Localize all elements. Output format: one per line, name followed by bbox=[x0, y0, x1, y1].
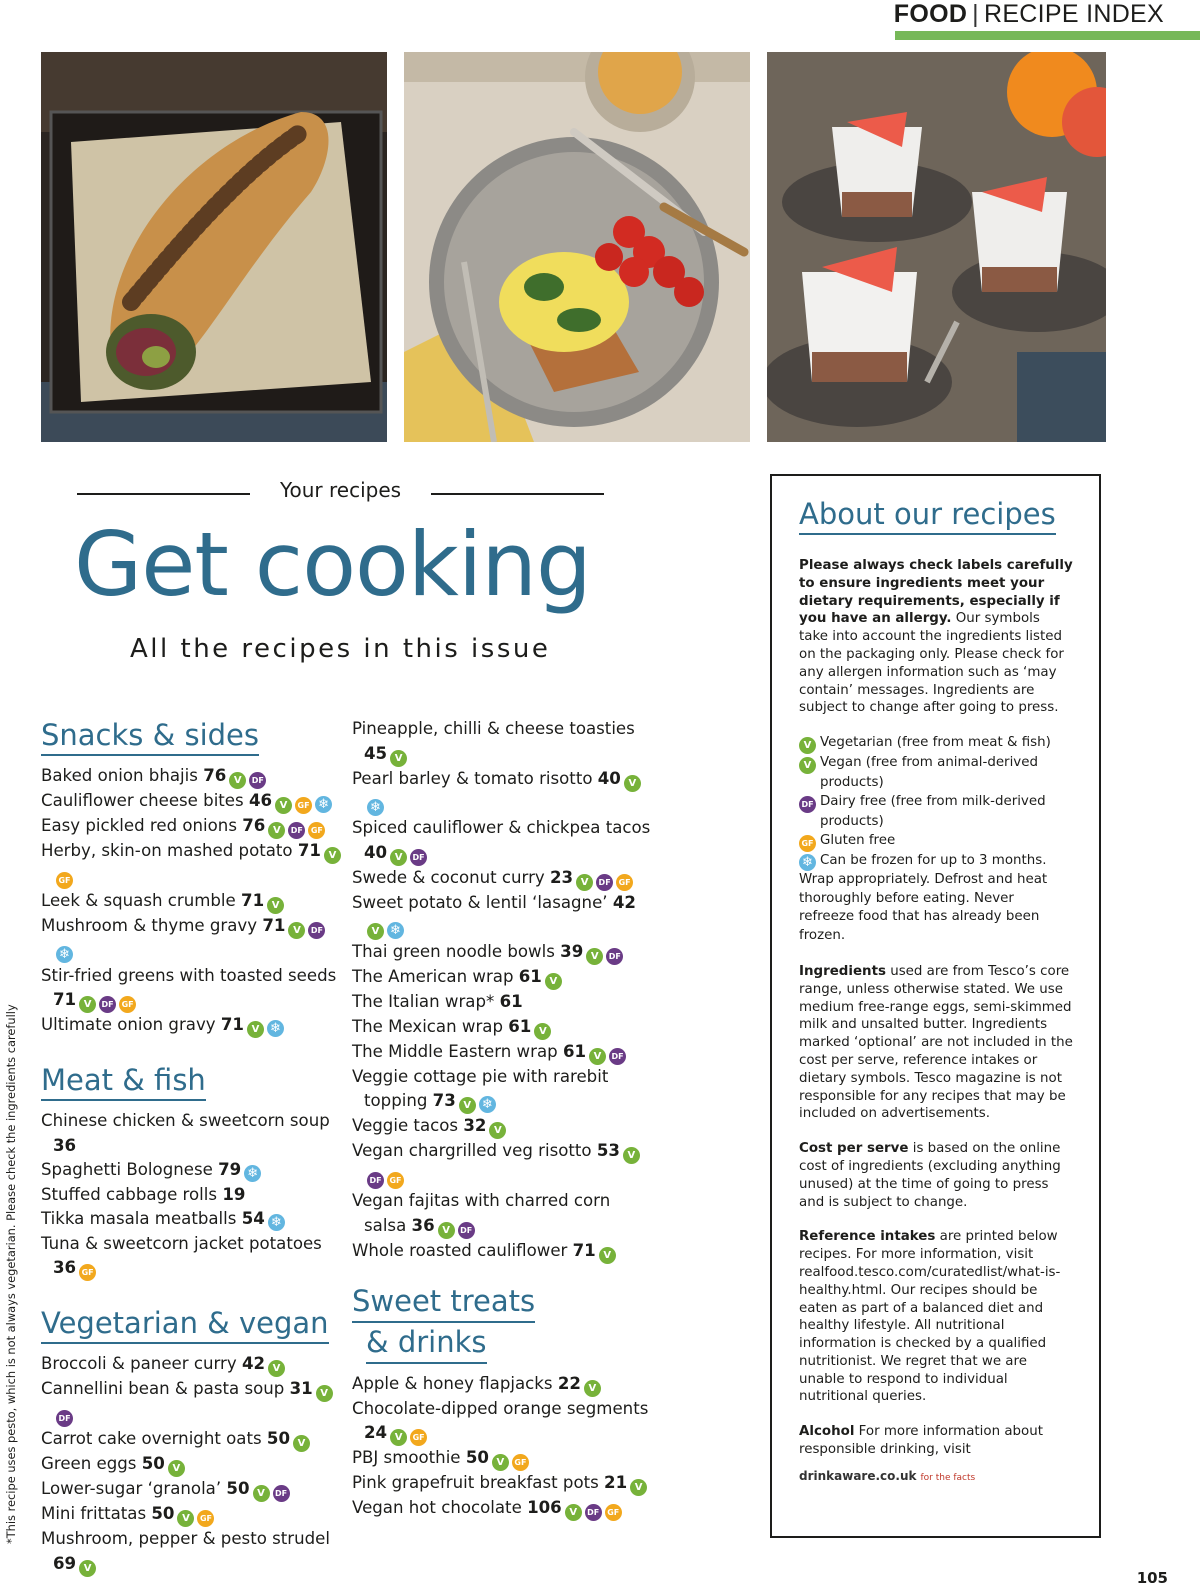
dairy-free-icon: DF bbox=[596, 874, 613, 891]
vegan-icon: V bbox=[565, 1504, 582, 1521]
recipe-name: The Mexican wrap bbox=[352, 1016, 503, 1036]
snowflake-icon: ❄ bbox=[56, 946, 73, 963]
vegetarian-icon: V bbox=[275, 797, 292, 814]
vegetarian-icon: V bbox=[177, 1510, 194, 1527]
recipe-page: 61 bbox=[499, 992, 523, 1011]
recipe-page: 61 bbox=[508, 1016, 532, 1036]
recipe-item bbox=[41, 764, 341, 789]
vegan-icon: V bbox=[799, 757, 816, 774]
recipe-page: 69 bbox=[53, 1553, 77, 1573]
dairy-free-icon: DF bbox=[273, 1485, 290, 1502]
gluten-free-icon: GF bbox=[119, 996, 136, 1013]
recipe-page: 79 bbox=[218, 1160, 242, 1179]
alcohol-text: For more information about responsible drinking, visit bbox=[799, 1424, 1043, 1458]
recipe-item bbox=[41, 1452, 341, 1477]
recipe-item bbox=[41, 1158, 341, 1183]
vegan-icon: V bbox=[79, 996, 96, 1013]
category-heading-line2: & drinks bbox=[366, 1323, 487, 1364]
dairy-free-icon: DF bbox=[56, 1410, 73, 1427]
dairy-free-icon: DF bbox=[606, 948, 623, 965]
recipe-list bbox=[352, 1372, 652, 1522]
vegan-icon: V bbox=[268, 822, 285, 839]
recipe-name: Carrot cake overnight oats bbox=[41, 1429, 262, 1448]
ingredients-bold: Ingredients bbox=[799, 963, 886, 979]
dairy-free-icon: DF bbox=[99, 996, 116, 1013]
recipe-name: Veggie tacos bbox=[352, 1116, 459, 1135]
vegetarian-icon: V bbox=[489, 1122, 506, 1139]
vegetarian-icon: V bbox=[545, 973, 562, 990]
recipe-name: Pineapple, chilli & cheese toasties bbox=[352, 719, 635, 738]
recipe-name: Cauliflower cheese bites bbox=[41, 791, 244, 810]
recipe-page: 36 bbox=[411, 1215, 435, 1235]
about-heading: About our recipes bbox=[799, 496, 1056, 535]
recipe-page: 32 bbox=[463, 1116, 487, 1135]
gluten-free-icon: GF bbox=[79, 1264, 96, 1281]
recipe-name: Veggie cottage pie with rarebit topping bbox=[352, 1066, 609, 1110]
recipe-item bbox=[352, 866, 652, 891]
recipe-item bbox=[352, 1040, 652, 1065]
gluten-free-icon: GF bbox=[308, 822, 325, 839]
recipe-page: 71 bbox=[297, 841, 321, 860]
recipe-list bbox=[352, 717, 652, 1264]
photo-grapefruit-pots bbox=[767, 52, 1106, 442]
recipe-item bbox=[41, 1527, 341, 1577]
recipe-item bbox=[41, 1207, 341, 1232]
recipe-name: Leek & squash crumble bbox=[41, 891, 236, 910]
recipe-name: Easy pickled red onions bbox=[41, 816, 237, 835]
recipe-item bbox=[352, 1446, 652, 1471]
recipe-page: 106 bbox=[527, 1498, 562, 1517]
gluten-free-icon: GF bbox=[799, 835, 816, 852]
legend-label: Vegan (free from animal-derived products) bbox=[820, 755, 1038, 791]
gluten-free-icon: GF bbox=[387, 1172, 404, 1189]
recipe-page: 46 bbox=[248, 791, 273, 810]
recipe-page: 54 bbox=[241, 1209, 265, 1228]
gluten-free-icon: GF bbox=[616, 874, 633, 891]
recipe-name: Pearl barley & tomato risotto bbox=[352, 768, 593, 788]
recipe-name: The American wrap bbox=[352, 967, 514, 986]
recipe-page: 61 bbox=[562, 1041, 587, 1061]
recipe-page: 71 bbox=[53, 990, 77, 1009]
recipe-name: Thai green noodle bowls bbox=[352, 942, 555, 961]
snowflake-icon: ❄ bbox=[267, 1020, 284, 1037]
dairy-free-icon: DF bbox=[367, 1172, 384, 1189]
recipe-name: PBJ smoothie bbox=[352, 1448, 461, 1467]
vegetarian-icon: V bbox=[624, 775, 641, 792]
recipe-page: 31 bbox=[289, 1379, 313, 1398]
vegetarian-icon: V bbox=[79, 1560, 96, 1577]
cost-text: is based on the online cost of ingredients (excluding anything unused) at the time of going to press and is subject to change. bbox=[799, 1141, 1061, 1210]
gluten-free-icon: GF bbox=[410, 1429, 427, 1446]
recipe-name: Tikka masala meatballs bbox=[41, 1209, 237, 1228]
legend-freeze-note: Wrap appropriately. Defrost and heat thoroughly before eating. Never refreeze food that has already been frozen. bbox=[799, 871, 1048, 944]
recipe-name: Herby, skin-on mashed potato bbox=[41, 841, 293, 860]
legend-vegetarian bbox=[799, 734, 1073, 754]
recipe-page: 23 bbox=[550, 867, 574, 887]
recipe-page: 76 bbox=[242, 816, 266, 835]
vegan-icon: V bbox=[589, 1048, 606, 1065]
recipe-item bbox=[41, 1013, 341, 1038]
dairy-free-icon: DF bbox=[249, 772, 266, 789]
recipe-name: Broccoli & paneer curry bbox=[41, 1354, 237, 1373]
recipe-item bbox=[41, 1477, 341, 1502]
vegan-icon: V bbox=[586, 948, 603, 965]
kicker-rule-right bbox=[431, 493, 604, 495]
recipe-item bbox=[41, 1109, 341, 1158]
recipe-item bbox=[352, 1015, 652, 1040]
recipe-page: 73 bbox=[432, 1091, 456, 1110]
section-label: FOOD bbox=[893, 0, 968, 28]
recipe-item bbox=[352, 1139, 652, 1189]
recipe-page: 50 bbox=[141, 1454, 165, 1473]
vegetarian-icon: V bbox=[293, 1435, 310, 1452]
legend-freezable bbox=[799, 852, 1073, 871]
gluten-free-icon: GF bbox=[512, 1454, 529, 1471]
recipe-item bbox=[41, 964, 341, 1014]
legend-label: Dairy free (free from milk-derived products) bbox=[820, 793, 1046, 829]
recipe-item bbox=[41, 789, 341, 814]
recipe-item bbox=[352, 1239, 652, 1264]
vegetarian-icon: V bbox=[168, 1460, 185, 1477]
category-heading: Meat & fish bbox=[41, 1062, 206, 1101]
recipe-page: 50 bbox=[465, 1448, 489, 1467]
recipe-item bbox=[41, 814, 341, 839]
vegetarian-icon: V bbox=[267, 897, 284, 914]
index-column-left bbox=[41, 717, 341, 1577]
recipe-item bbox=[352, 717, 652, 767]
legend-gluten-free bbox=[799, 832, 1073, 852]
recipe-page: 19 bbox=[222, 1184, 246, 1204]
recipe-item bbox=[352, 767, 652, 817]
recipe-page: 71 bbox=[572, 1240, 596, 1260]
pesto-footnote: *This recipe uses pesto, which is not always vegetarian. Please check the ingredients carefully bbox=[4, 1004, 18, 1544]
vegan-icon: V bbox=[438, 1222, 455, 1239]
recipe-name: Spaghetti Bolognese bbox=[41, 1160, 213, 1179]
vegetarian-icon: V bbox=[367, 923, 384, 940]
recipe-page: 39 bbox=[560, 942, 584, 961]
recipe-item bbox=[352, 1471, 652, 1496]
about-cost bbox=[799, 1140, 1073, 1211]
vegan-icon: V bbox=[253, 1485, 270, 1502]
section-title: RECIPE INDEX bbox=[983, 0, 1164, 28]
snowflake-icon: ❄ bbox=[387, 922, 404, 939]
vegan-icon: V bbox=[288, 922, 305, 939]
recipe-page: 42 bbox=[241, 1354, 266, 1373]
recipe-name: Vegan hot chocolate bbox=[352, 1498, 522, 1517]
recipe-page: 36 bbox=[53, 1135, 77, 1155]
vegetarian-icon: V bbox=[799, 737, 816, 754]
vegetarian-icon: V bbox=[534, 1023, 551, 1040]
legend-label: Vegetarian (free from meat & fish) bbox=[820, 735, 1051, 751]
recipe-item bbox=[41, 1427, 341, 1452]
recipe-name: Mushroom & thyme gravy bbox=[41, 916, 258, 935]
recipe-item bbox=[41, 1232, 341, 1282]
recipe-item bbox=[352, 965, 652, 990]
recipe-item bbox=[41, 1183, 341, 1208]
drinkaware-logo bbox=[799, 1469, 1073, 1483]
symbol-legend bbox=[799, 734, 1073, 946]
intro-text: Our symbols take into account the ingredients listed on the packaging only. Please check for any allergen information such as ‘may contain’ messages. Ingredients are subject to change after going to press. bbox=[799, 611, 1064, 716]
dairy-free-icon: DF bbox=[609, 1048, 626, 1065]
vegetarian-icon: V bbox=[390, 750, 407, 767]
recipe-page: 22 bbox=[557, 1373, 581, 1393]
recipe-name: Vegan chargrilled veg risotto bbox=[352, 1141, 592, 1160]
vegetarian-icon: V bbox=[247, 1021, 264, 1038]
vegetarian-icon: V bbox=[390, 1429, 407, 1446]
snowflake-icon: ❄ bbox=[479, 1096, 496, 1113]
cost-bold: Cost per serve bbox=[799, 1141, 909, 1157]
recipe-name: Whole roasted cauliflower bbox=[352, 1240, 568, 1260]
snowflake-icon: ❄ bbox=[799, 854, 816, 871]
dairy-free-icon: DF bbox=[799, 796, 816, 813]
alcohol-bold: Alcohol bbox=[799, 1424, 855, 1440]
recipe-item bbox=[352, 816, 652, 866]
drinkaware-text: drinkaware.co.uk bbox=[799, 1468, 917, 1483]
recipe-name: Stir-fried greens with toasted seeds bbox=[41, 965, 337, 985]
snowflake-icon: ❄ bbox=[244, 1165, 261, 1182]
snowflake-icon: ❄ bbox=[268, 1214, 285, 1231]
category-heading: Vegetarian & vegan bbox=[41, 1305, 329, 1344]
recipe-page: 53 bbox=[596, 1141, 620, 1160]
recipe-name: The Italian wrap* bbox=[352, 992, 495, 1011]
vegetarian-icon: V bbox=[459, 1097, 476, 1114]
recipe-name: Mushroom, pepper & pesto strudel bbox=[41, 1529, 330, 1548]
recipe-item bbox=[41, 839, 341, 889]
vegan-icon: V bbox=[316, 1385, 333, 1402]
vegetarian-icon: V bbox=[630, 1479, 647, 1496]
header-separator: | bbox=[972, 0, 979, 28]
recipe-item bbox=[352, 1065, 652, 1115]
recipe-page: 50 bbox=[226, 1479, 250, 1498]
recipe-name: Spiced cauliflower & chickpea tacos bbox=[352, 818, 651, 837]
recipe-item bbox=[352, 1114, 652, 1139]
recipe-item bbox=[41, 1377, 341, 1427]
photo-strudel bbox=[41, 52, 387, 442]
recipe-page: 50 bbox=[266, 1429, 290, 1448]
recipe-name: Vegan fajitas with charred corn salsa bbox=[352, 1191, 611, 1235]
recipe-page: 40 bbox=[364, 842, 388, 862]
page-subtitle: All the recipes in this issue bbox=[130, 634, 551, 664]
recipe-name: Chinese chicken & sweetcorn soup bbox=[41, 1111, 330, 1130]
section-header bbox=[894, 0, 1164, 29]
recipe-page: 42 bbox=[612, 892, 636, 912]
vegetarian-icon: V bbox=[584, 1380, 601, 1397]
legend-dairy-free bbox=[799, 793, 1073, 832]
recipe-name: Tuna & sweetcorn jacket potatoes bbox=[41, 1233, 322, 1253]
recipe-page: 50 bbox=[151, 1504, 175, 1523]
vegan-icon: V bbox=[390, 849, 407, 866]
recipe-item bbox=[352, 1189, 652, 1239]
recipe-name: Stuffed cabbage rolls bbox=[41, 1184, 218, 1204]
dairy-free-icon: DF bbox=[458, 1222, 475, 1239]
recipe-list bbox=[41, 1352, 341, 1577]
snowflake-icon: ❄ bbox=[367, 799, 384, 816]
gluten-free-icon: GF bbox=[56, 872, 73, 889]
dairy-free-icon: DF bbox=[585, 1504, 602, 1521]
recipe-name: Lower-sugar ‘granola’ bbox=[41, 1479, 222, 1498]
header-rule bbox=[895, 31, 1200, 40]
about-reference-intakes bbox=[799, 1228, 1073, 1406]
recipe-name: Baked onion bhajis bbox=[41, 766, 198, 785]
recipe-name: Swede & coconut curry bbox=[352, 867, 545, 887]
legend-label: Gluten free bbox=[820, 832, 896, 848]
recipe-name: Green eggs bbox=[41, 1454, 137, 1473]
vegan-icon: V bbox=[229, 772, 246, 789]
page-number: 105 bbox=[1136, 1569, 1168, 1587]
category-heading: Snacks & sides bbox=[41, 717, 259, 756]
recipe-name: Sweet potato & lentil ‘lasagne’ bbox=[352, 892, 608, 912]
dairy-free-icon: DF bbox=[288, 822, 305, 839]
recipe-item bbox=[41, 1502, 341, 1527]
recipe-item bbox=[352, 1372, 652, 1397]
about-ingredients bbox=[799, 963, 1073, 1123]
recipe-name: Cannellini bean & pasta soup bbox=[41, 1379, 285, 1398]
recipe-name: Chocolate-dipped orange segments bbox=[352, 1398, 649, 1418]
recipe-item bbox=[352, 1496, 652, 1521]
index-column-middle bbox=[352, 717, 652, 1521]
recipe-page: 71 bbox=[220, 1015, 244, 1034]
recipe-page: 71 bbox=[262, 916, 286, 935]
recipe-name: Apple & honey flapjacks bbox=[352, 1373, 553, 1393]
vegetarian-icon: V bbox=[492, 1454, 509, 1471]
vegetarian-icon: V bbox=[324, 847, 341, 864]
legend-vegan bbox=[799, 754, 1073, 793]
recipe-page: 36 bbox=[53, 1258, 77, 1277]
gluten-free-icon: GF bbox=[295, 797, 312, 814]
recipe-item bbox=[352, 891, 652, 941]
photo-green-eggs bbox=[404, 52, 750, 442]
recipe-name: The Middle Eastern wrap bbox=[352, 1041, 558, 1061]
recipe-list bbox=[41, 1109, 341, 1281]
vegetarian-icon: V bbox=[268, 1360, 285, 1377]
recipe-page: 24 bbox=[364, 1423, 388, 1442]
recipe-list bbox=[41, 764, 341, 1038]
about-our-recipes-box bbox=[770, 474, 1101, 1538]
legend-label: Can be frozen for up to 3 months. bbox=[820, 852, 1047, 868]
snowflake-icon: ❄ bbox=[315, 796, 332, 813]
category-snacks bbox=[41, 717, 341, 1038]
category-sweet-treats bbox=[352, 1282, 652, 1522]
recipe-page: 76 bbox=[203, 766, 227, 785]
drinkaware-tagline: for the facts bbox=[920, 1472, 976, 1483]
recipe-item bbox=[41, 914, 341, 964]
reference-text: are printed below recipes. For more information, visit realfood.tesco.com/curatedlist/what-is-healthy.html. Our recipes should be eaten as part of a balanced diet and healthy lifestyle. All nutritional information is checked by a qualified nutritionist. We regret that we are unable to respond to individual nutritional queries. bbox=[799, 1229, 1061, 1405]
recipe-item bbox=[352, 940, 652, 965]
category-vegetarian-vegan bbox=[41, 1305, 341, 1577]
recipe-name: Mini frittatas bbox=[41, 1504, 147, 1523]
kicker bbox=[77, 478, 604, 508]
ingredients-text: used are from Tesco’s core range, unless otherwise stated. We use medium free-range eggs, semi-skimmed milk and unsalted butter. Ingredients marked ‘optional’ are not included in the cost per serve, reference intakes or dietary symbols. Tesco magazine is not responsible for any recipes that may be included on advertisements. bbox=[799, 963, 1073, 1122]
page-title: Get cooking bbox=[74, 513, 591, 616]
about-intro bbox=[799, 557, 1073, 717]
recipe-page: 45 bbox=[364, 743, 388, 763]
dairy-free-icon: DF bbox=[308, 922, 325, 939]
vegetarian-icon: V bbox=[599, 1247, 616, 1264]
recipe-item bbox=[352, 990, 652, 1015]
recipe-page: 61 bbox=[518, 967, 542, 986]
category-heading bbox=[352, 1282, 652, 1364]
recipe-page: 71 bbox=[241, 891, 265, 910]
recipe-page: 40 bbox=[597, 768, 621, 788]
recipe-name: Pink grapefruit breakfast pots bbox=[352, 1473, 599, 1492]
gluten-free-icon: GF bbox=[197, 1510, 214, 1527]
about-alcohol bbox=[799, 1423, 1073, 1459]
reference-bold: Reference intakes bbox=[799, 1229, 936, 1245]
recipe-item bbox=[352, 1397, 652, 1447]
category-heading-line1: Sweet treats bbox=[352, 1282, 535, 1323]
gluten-free-icon: GF bbox=[605, 1504, 622, 1521]
recipe-page: 21 bbox=[604, 1473, 628, 1492]
recipe-name: Ultimate onion gravy bbox=[41, 1015, 216, 1034]
recipe-item bbox=[41, 1352, 341, 1377]
vegan-icon: V bbox=[623, 1147, 640, 1164]
category-meat-fish bbox=[41, 1062, 341, 1281]
kicker-text: Your recipes bbox=[279, 478, 402, 502]
recipe-item bbox=[41, 889, 341, 914]
intro-bold: Please always check labels carefully to ensure ingredients meet your dietary requirements, especially if you have an allergy. bbox=[799, 558, 1073, 627]
dairy-free-icon: DF bbox=[410, 849, 427, 866]
vegan-icon: V bbox=[576, 874, 593, 891]
